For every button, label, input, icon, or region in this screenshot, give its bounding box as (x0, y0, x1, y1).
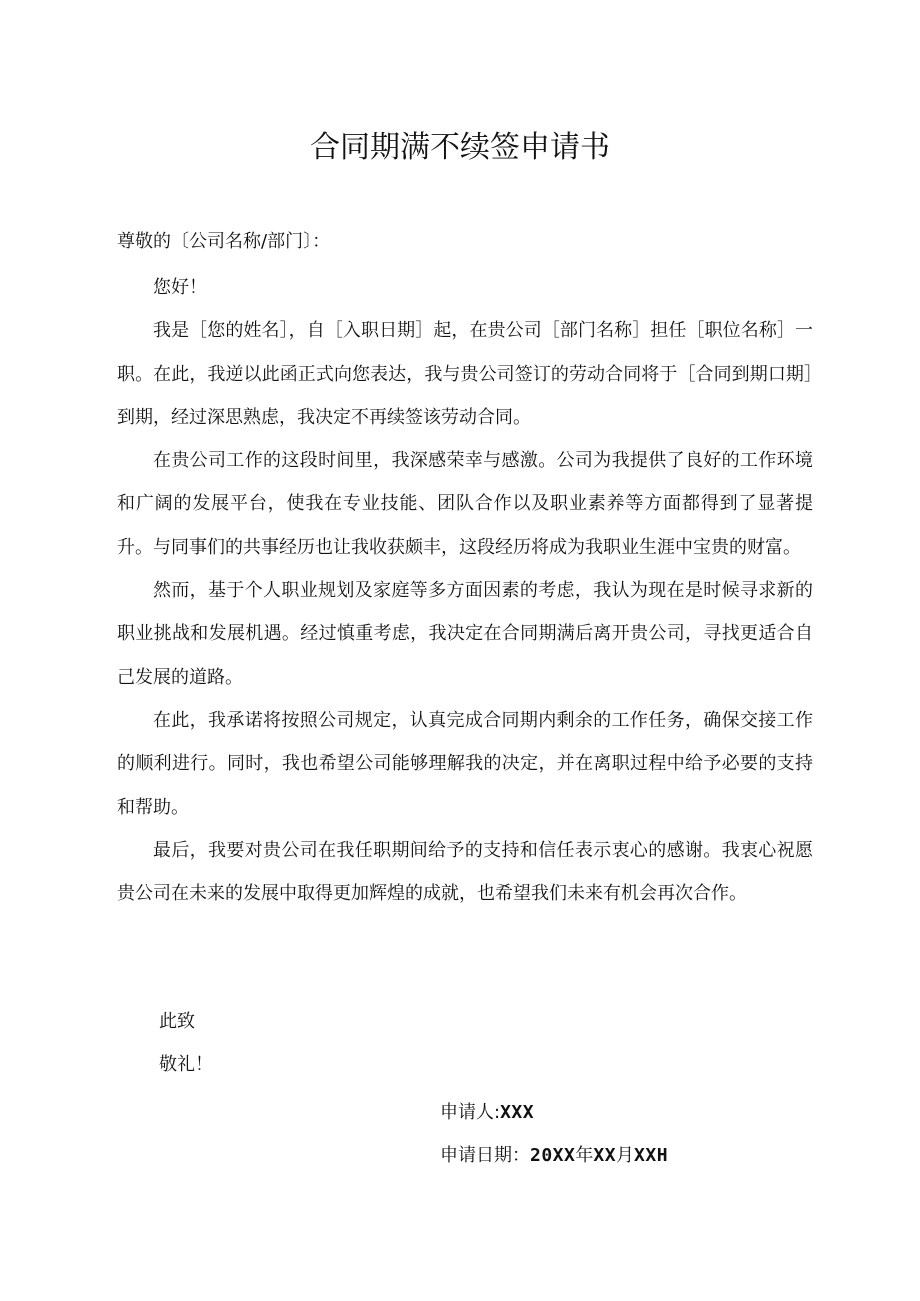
body-paragraph: 最后，我要对贵公司在我任职期间给予的支持和信任表示衷心的感谢。我衷心祝愿贵公司在未来的发展中取得更加辉煌的成就，也希望我们未来有机会再次合作。 (117, 839, 813, 905)
applicant-line (440, 1097, 534, 1129)
date-year-unit: 年 (575, 1145, 594, 1166)
body-paragraph: 我是［您的姓名］，自［入职日期］起，在贵公司［部门名称］担任［职位名称］一职。在此，我逆以此函正式向您表达，我与贵公司签订的劳动合同将于［合同到期口期］到期，经过深思熟虑，我决定不再续签该劳动合同。 (117, 320, 813, 428)
date-month-unit: 月 (616, 1145, 635, 1166)
date-line (440, 1140, 668, 1172)
greeting-paragraph: 您好！ (153, 277, 207, 298)
body-paragraph: 在贵公司工作的这段时间里，我深感荣幸与感激。公司为我提供了良好的工作环境和广阔的发展平台，使我在专业技能、团队合作以及职业素养等方面都得到了显著提升。与同事们的共事经历也让我收获颇丰，这段经历将成为我职业生涯中宝贵的财富。 (117, 450, 813, 558)
applicant-label: 申请人: (440, 1102, 501, 1123)
date-day: XXH (634, 1145, 669, 1166)
closing-line-2: 敬礼！ (159, 1054, 213, 1075)
body-paragraph: 然而，基于个人职业规划及家庭等多方面因素的考虑，我认为现在是时候寻求新的职业挑战和发展机遇。经过慎重考虑，我决定在合同期满后离开贵公司，寻找更适合自己发展的道路。 (117, 580, 813, 688)
closing-line-1: 此致 (159, 1011, 195, 1032)
body-paragraph: 在此，我承诺将按照公司规定，认真完成合同期内剩余的工作任务，确保交接工作的顺利进行。同时，我也希望公司能够理解我的决定，并在离职过程中给予必要的支持和帮助。 (117, 709, 813, 818)
document-title: 合同期满不续签申请书 (310, 130, 610, 165)
salutation: 尊敬的〔公司名称/部门〕： (117, 231, 331, 252)
date-year: 20XX (530, 1145, 576, 1166)
letter-body (117, 266, 813, 915)
applicant-value: XXX (500, 1102, 535, 1123)
date-label: 申请日期： (440, 1145, 530, 1166)
date-month: XX (593, 1145, 617, 1166)
